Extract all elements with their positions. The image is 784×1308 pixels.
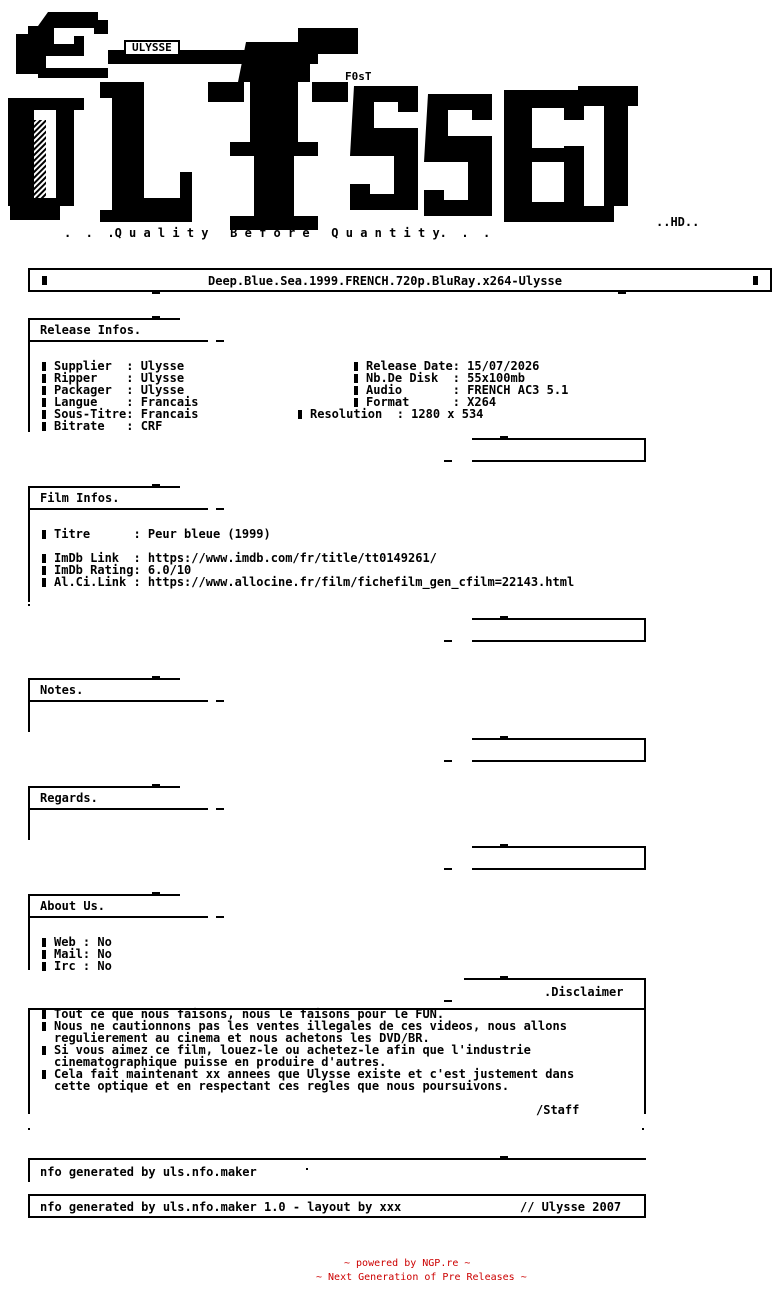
section-border <box>28 810 30 840</box>
generated-text: nfo generated by uls.nfo.maker <box>40 1165 257 1179</box>
disclaimer-item-cont: cinematographique puisse en produire d'autres. <box>54 1055 387 1069</box>
info-row-ripper: Ripper : Ulysse <box>42 372 184 384</box>
footer-box <box>28 1194 646 1218</box>
release-title-box <box>28 268 772 292</box>
powered-by[interactable]: ~ powered by NGP.re ~ <box>344 1258 471 1269</box>
disclaimer-item: Tout ce que nous faisons, nous le faisons pour le FUN. <box>42 1008 444 1020</box>
section-title: Regards. <box>40 791 98 805</box>
section-title: Film Infos. <box>40 491 120 505</box>
ornament-dash <box>500 844 508 846</box>
disclaimer-signature: /Staff <box>536 1103 580 1117</box>
section-border <box>644 1000 646 1114</box>
info-row-resolution: Resolution : 1280 x 534 <box>298 408 483 420</box>
section-border <box>28 918 30 970</box>
info-row-release-date: Release Date: 15/07/2026 <box>354 360 539 372</box>
info-row-subtitle: Sous-Titre: Francais <box>42 408 199 420</box>
section-border <box>28 510 30 602</box>
ornament-dash <box>216 916 224 918</box>
info-row-langue: Langue : Francais <box>42 396 199 408</box>
section-border <box>28 1008 30 1114</box>
film-row-imdb-rating: ImDb Rating: 6.0/10 <box>42 564 191 576</box>
ornament-dash <box>444 868 452 870</box>
tagline: . . .Q u a l i t y B e f o r e Q u a n t i t y. . . <box>64 226 491 240</box>
section-title: .Disclaimer <box>544 985 624 999</box>
info-row-supplier: Supplier : Ulysse <box>42 360 184 372</box>
ornament-dot <box>28 1128 30 1130</box>
section-end-box <box>472 846 646 870</box>
bullet-icon <box>42 276 47 285</box>
ornament-dash <box>444 760 452 762</box>
disclaimer-item-cont: regulierement au cinema et nous achetons les DVD/BR. <box>54 1031 430 1045</box>
artist-signature: F0sT <box>345 70 372 83</box>
film-infos-header <box>28 486 236 510</box>
ornament-dash <box>152 892 160 894</box>
ornament-dash <box>216 508 224 510</box>
section-border <box>28 702 30 732</box>
section-title: About Us. <box>40 899 106 913</box>
ornament-dash <box>500 616 508 618</box>
info-row-audio: Audio : FRENCH AC3 5.1 <box>354 384 568 396</box>
disclaimer-item: Nous ne cautionnons pas les ventes illegales de ces videos, nous allons <box>42 1020 567 1032</box>
generated-box <box>28 1158 646 1182</box>
ornament-dash <box>618 292 626 294</box>
logo-tag: ULYSSE <box>124 40 180 56</box>
section-title: Notes. <box>40 683 84 697</box>
disclaimer-item: Si vous aimez ce film, louez-le ou achetez-le afin que l'industrie <box>42 1044 531 1056</box>
info-row-disk: Nb.De Disk : 55x100mb <box>354 372 525 384</box>
release-infos-header <box>28 318 236 342</box>
hd-label: ..HD.. <box>656 215 700 229</box>
ornament-dash <box>152 484 160 486</box>
bullet-icon <box>753 276 758 285</box>
ornament-dash <box>152 784 160 786</box>
ornament-dash <box>444 1000 452 1002</box>
disclaimer-item-cont: cette optique et en respectant ces regles que nous poursuivons. <box>54 1079 510 1093</box>
footer-credit: // Ulysse 2007 <box>520 1200 622 1214</box>
disclaimer-header <box>464 978 646 1002</box>
section-end-box <box>472 738 646 762</box>
about-row-mail: Mail: No <box>42 948 112 960</box>
info-row-format: Format : X264 <box>354 396 496 408</box>
ornament-dot <box>28 604 30 606</box>
section-title: Release Infos. <box>40 323 142 337</box>
powered-by-subtitle: ~ Next Generation of Pre Releases ~ <box>316 1272 527 1283</box>
ornament-dot <box>642 1128 644 1130</box>
release-title: Deep.Blue.Sea.1999.FRENCH.720p.BluRay.x264-Ulysse <box>208 274 563 288</box>
ornament-dash <box>216 808 224 810</box>
info-row-packager: Packager : Ulysse <box>42 384 184 396</box>
ornament-dash <box>500 976 508 978</box>
ornament-dash <box>444 1216 452 1218</box>
about-row-web: Web : No <box>42 936 112 948</box>
ornament-dash <box>500 1156 508 1158</box>
section-end-box <box>472 618 646 642</box>
ornament-dash <box>500 436 508 438</box>
footer-text: nfo generated by uls.nfo.maker 1.0 - layout by xxx <box>40 1200 402 1214</box>
regards-header <box>28 786 236 810</box>
section-border <box>28 342 30 432</box>
ornament-dash <box>152 292 160 294</box>
ulysse-ascii-logo <box>8 10 658 232</box>
film-row-allocine-link[interactable]: Al.Ci.Link : https://www.allocine.fr/film/fichefilm_gen_cfilm=22143.html <box>42 576 574 588</box>
film-row-imdb-link[interactable]: ImDb Link : https://www.imdb.com/fr/title/tt0149261/ <box>42 552 437 564</box>
ornament-dash <box>444 460 452 462</box>
notes-header <box>28 678 236 702</box>
film-row-title: Titre : Peur bleue (1999) <box>42 528 271 540</box>
disclaimer-item: Cela fait maintenant xx annees que Ulysse existe et c'est justement dans <box>42 1068 574 1080</box>
ornament-dash <box>216 340 224 342</box>
ornament-dot <box>306 1168 308 1170</box>
about-row-irc: Irc : No <box>42 960 112 972</box>
ornament-dash <box>500 736 508 738</box>
info-row-bitrate: Bitrate : CRF <box>42 420 162 432</box>
ornament-dash <box>152 676 160 678</box>
ornament-dash <box>216 700 224 702</box>
about-header <box>28 894 236 918</box>
ornament-dash <box>444 640 452 642</box>
ornament-dash <box>152 316 160 318</box>
section-end-box <box>472 438 646 462</box>
